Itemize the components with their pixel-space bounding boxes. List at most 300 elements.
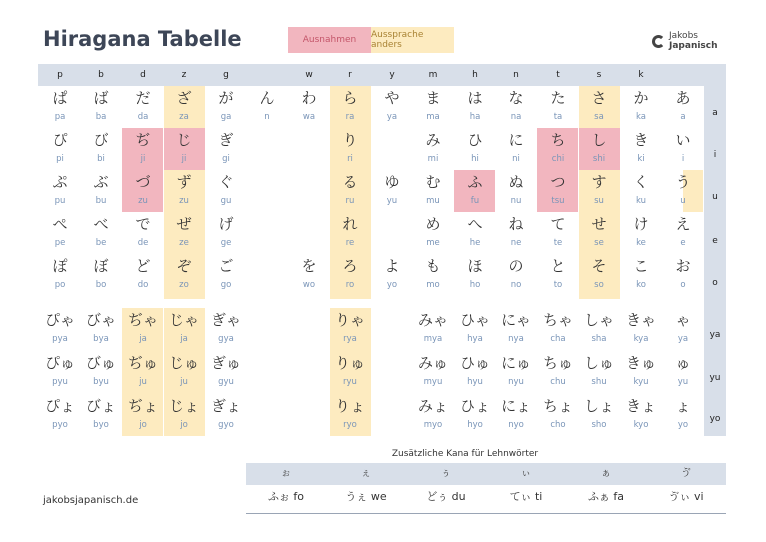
kana-cell	[81, 173, 121, 207]
romaji-label: shi	[592, 154, 606, 164]
romaji-label: ge	[220, 238, 232, 248]
romaji-label: fu	[470, 196, 480, 206]
kana-cell	[164, 311, 204, 345]
kana-glyph: にょ	[501, 397, 531, 415]
kana-glyph: ぐ	[218, 173, 234, 191]
kana-glyph: へ	[467, 215, 483, 233]
kana-glyph: ぽ	[52, 257, 68, 275]
kana-glyph: みゅ	[417, 354, 448, 372]
romaji-label: hyo	[467, 420, 483, 430]
romaji-label: mya	[423, 334, 443, 344]
kana-cell	[123, 257, 163, 291]
romaji-label: ya	[386, 112, 398, 122]
consonant-label	[668, 64, 698, 86]
extra-kana-item: どぅ du	[426, 490, 466, 503]
logo-icon	[652, 35, 665, 48]
kana-cell	[579, 89, 619, 123]
romaji-label: ji	[140, 154, 146, 164]
romaji-label: ji	[181, 154, 187, 164]
kana-cell	[206, 311, 246, 345]
kana-cell	[81, 311, 121, 345]
kana-cell	[81, 131, 121, 165]
kana-cell	[621, 215, 661, 249]
kana-glyph: だ	[135, 89, 151, 107]
extra-kana-column	[326, 463, 406, 509]
extra-small-kana: ぅ	[441, 468, 451, 479]
romaji-label: pu	[54, 196, 66, 206]
kana-glyph: きゅ	[625, 354, 656, 372]
extra-small-kana: ゔ	[681, 468, 691, 479]
kana-glyph: ぴゅ	[44, 354, 75, 372]
kana-glyph: さ	[591, 89, 607, 107]
kana-cell	[413, 397, 453, 431]
romaji-label: su	[594, 196, 604, 206]
kana-glyph: ぢゅ	[127, 354, 158, 372]
romaji-label: ne	[510, 238, 522, 248]
romaji-label: gya	[218, 334, 234, 344]
romaji-label: gu	[220, 196, 232, 206]
kana-glyph: む	[425, 173, 441, 191]
logo-line1: Jakobs	[669, 31, 698, 41]
kana-glyph: りょ	[334, 397, 365, 415]
romaji-label: ja	[180, 334, 188, 344]
extra-kana-title: Zusätzliche Kana für Lehnwörter	[391, 449, 539, 459]
kana-cell	[164, 354, 204, 388]
consonant-label: z	[181, 70, 187, 80]
romaji-label: go	[220, 280, 232, 290]
kana-glyph: づ	[135, 173, 151, 191]
kana-cell	[579, 131, 619, 165]
romaji-label: pa	[54, 112, 66, 122]
romaji-label: nyu	[508, 377, 524, 387]
extra-small-kana: ぁ	[601, 468, 611, 479]
kana-glyph: そ	[591, 257, 607, 275]
romaji-label: ro	[345, 280, 355, 290]
romaji-label: pyu	[52, 377, 68, 387]
kana-glyph: て	[550, 215, 566, 233]
romaji-label: to	[553, 280, 563, 290]
kana-glyph: ん	[259, 89, 275, 107]
romaji-label: ni	[512, 154, 520, 164]
kana-glyph: ゆ	[384, 173, 400, 191]
kana-glyph: にゅ	[501, 354, 531, 372]
kana-cell	[206, 173, 246, 207]
romaji-label: u	[680, 196, 686, 206]
kana-glyph: ゅ	[675, 354, 691, 372]
kana-cell	[40, 311, 80, 345]
romaji-label: de	[137, 238, 149, 248]
romaji-label: gyo	[218, 420, 234, 430]
kana-cell	[579, 311, 619, 345]
romaji-label: zu	[138, 196, 148, 206]
kana-cell	[81, 397, 121, 431]
kana-glyph: ほ	[467, 257, 483, 275]
kana-cell	[455, 257, 495, 291]
kana-glyph: ぷ	[52, 173, 68, 191]
kana-glyph: よ	[384, 257, 400, 275]
romaji-label: rya	[343, 334, 357, 344]
website-link[interactable]: jakobsjapanisch.de	[43, 495, 139, 506]
kana-cell	[206, 257, 246, 291]
kana-cell	[621, 311, 661, 345]
kana-glyph: も	[425, 257, 441, 275]
kana-glyph: じょ	[168, 397, 199, 415]
romaji-label: chu	[550, 377, 566, 387]
kana-cell	[123, 354, 163, 388]
kana-cell	[40, 354, 80, 388]
kana-glyph: みゃ	[417, 311, 448, 329]
kana-glyph: ろ	[342, 257, 358, 275]
romaji-label: n	[264, 112, 270, 122]
kana-glyph: ぴ	[52, 131, 68, 149]
kana-glyph: き	[633, 131, 649, 149]
romaji-label: hi	[471, 154, 479, 164]
kana-glyph: みょ	[417, 397, 448, 415]
kana-glyph: りゅ	[334, 354, 365, 372]
kana-cell	[164, 131, 204, 165]
kana-cell	[579, 397, 619, 431]
kana-glyph: ちゅ	[542, 354, 573, 372]
romaji-label: gyu	[218, 377, 234, 387]
kana-cell	[663, 257, 703, 291]
romaji-label: na	[510, 112, 522, 122]
kana-glyph: ぜ	[176, 215, 192, 233]
kana-glyph: ぞ	[176, 257, 192, 275]
romaji-label: ga	[220, 112, 232, 122]
romaji-label: ju	[180, 377, 188, 387]
kana-cell	[455, 89, 495, 123]
romaji-label: nyo	[508, 420, 524, 430]
legend-pronunciation: Aussprache anders	[371, 27, 454, 53]
kana-cell	[621, 257, 661, 291]
kana-cell	[40, 173, 80, 207]
romaji-label: ka	[636, 112, 646, 122]
kana-glyph: り	[342, 131, 358, 149]
kana-cell	[206, 89, 246, 123]
romaji-label: pe	[54, 238, 66, 248]
kana-cell	[538, 131, 578, 165]
romaji-label: bya	[93, 334, 109, 344]
kana-glyph: ぼ	[93, 257, 109, 275]
vowel-label: yu	[709, 373, 721, 383]
vowel-label: u	[712, 192, 718, 202]
extra-kana-item: ゔぃ vi	[668, 490, 704, 503]
kana-glyph: ちゃ	[542, 311, 573, 329]
romaji-label: wa	[302, 112, 316, 122]
kana-cell	[663, 131, 703, 165]
romaji-label: ri	[347, 154, 353, 164]
kana-cell	[413, 215, 453, 249]
romaji-label: cho	[550, 420, 566, 430]
kana-cell	[413, 354, 453, 388]
consonant-label: t	[556, 70, 560, 80]
kana-cell	[372, 257, 412, 291]
kana-glyph: く	[633, 173, 649, 191]
romaji-label: ho	[469, 280, 481, 290]
consonant-label: y	[389, 70, 395, 80]
vowel-label: o	[712, 278, 718, 288]
kana-cell	[663, 311, 703, 345]
consonant-label: b	[98, 70, 104, 80]
kana-cell	[579, 257, 619, 291]
kana-glyph: あ	[675, 89, 691, 107]
kana-glyph: い	[675, 131, 691, 149]
romaji-label: da	[137, 112, 149, 122]
romaji-label: se	[594, 238, 604, 248]
kana-glyph: つ	[550, 173, 566, 191]
kana-cell	[496, 397, 536, 431]
kana-cell	[663, 173, 703, 207]
vowel-label: e	[712, 236, 718, 246]
romaji-label: so	[594, 280, 604, 290]
kana-cell	[538, 173, 578, 207]
kana-cell	[247, 89, 287, 123]
kana-cell	[496, 257, 536, 291]
kana-cell	[123, 215, 163, 249]
romaji-label: tsu	[551, 196, 565, 206]
kana-glyph: ぢゃ	[127, 311, 158, 329]
kana-glyph: う	[675, 173, 691, 191]
kana-glyph: ふ	[467, 173, 483, 191]
kana-glyph: びょ	[85, 397, 116, 415]
kana-glyph: す	[591, 173, 607, 191]
kana-cell	[206, 397, 246, 431]
romaji-label: jo	[139, 420, 147, 430]
kana-glyph: せ	[591, 215, 607, 233]
kana-cell	[206, 354, 246, 388]
romaji-label: sa	[594, 112, 604, 122]
kana-cell	[538, 215, 578, 249]
page-title: Hiragana Tabelle	[43, 27, 242, 51]
kana-glyph: ちょ	[542, 397, 573, 415]
kana-cell	[206, 131, 246, 165]
kana-cell	[81, 354, 121, 388]
kana-cell	[330, 89, 370, 123]
romaji-label: yo	[386, 280, 398, 290]
kana-cell	[413, 131, 453, 165]
consonant-label: m	[428, 70, 438, 80]
romaji-label: bu	[95, 196, 107, 206]
kana-cell	[164, 257, 204, 291]
kana-cell	[40, 397, 80, 431]
romaji-label: zu	[179, 196, 189, 206]
romaji-label: ma	[426, 112, 440, 122]
romaji-label: byo	[93, 420, 109, 430]
kana-glyph: ぢょ	[127, 397, 158, 415]
romaji-label: myo	[423, 420, 443, 430]
romaji-label: a	[680, 112, 686, 122]
kana-cell	[455, 215, 495, 249]
kana-cell	[164, 215, 204, 249]
kana-cell	[40, 131, 80, 165]
kana-cell	[330, 215, 370, 249]
kana-cell	[579, 173, 619, 207]
kana-glyph: ま	[425, 89, 441, 107]
kana-glyph: わ	[301, 89, 317, 107]
romaji-label: ru	[345, 196, 355, 206]
kana-cell	[455, 311, 495, 345]
kana-glyph: ぢ	[135, 131, 151, 149]
kana-cell	[579, 354, 619, 388]
kana-cell	[40, 257, 80, 291]
kana-cell	[496, 173, 536, 207]
romaji-label: te	[553, 238, 563, 248]
extra-kana-divider	[246, 513, 726, 514]
kana-glyph: る	[342, 173, 358, 191]
kana-glyph: と	[550, 257, 566, 275]
kana-cell	[330, 257, 370, 291]
romaji-label: kyo	[633, 420, 649, 430]
kana-glyph: け	[633, 215, 649, 233]
kana-cell	[289, 89, 329, 123]
kana-glyph: ら	[342, 89, 358, 107]
romaji-label: kya	[633, 334, 649, 344]
kana-cell	[123, 397, 163, 431]
kana-glyph: ち	[550, 131, 566, 149]
romaji-label: be	[95, 238, 107, 248]
romaji-label: ta	[553, 112, 563, 122]
consonant-label: w	[305, 70, 313, 80]
romaji-label: nya	[508, 334, 524, 344]
kana-glyph: め	[425, 215, 441, 233]
kana-cell	[123, 131, 163, 165]
kana-glyph: み	[425, 131, 441, 149]
kana-cell	[206, 215, 246, 249]
kana-cell	[413, 173, 453, 207]
kana-cell	[538, 257, 578, 291]
romaji-label: yo	[677, 420, 689, 430]
kana-glyph: か	[633, 89, 649, 107]
consonant-label: g	[223, 70, 229, 80]
kana-glyph: の	[508, 257, 524, 275]
kana-glyph: ご	[218, 257, 234, 275]
kana-cell	[81, 215, 121, 249]
kana-glyph: りゃ	[334, 311, 365, 329]
romaji-label: ryo	[343, 420, 357, 430]
kana-cell	[413, 89, 453, 123]
romaji-label: nu	[510, 196, 522, 206]
kana-cell	[123, 311, 163, 345]
kana-glyph: に	[508, 131, 524, 149]
kana-glyph: きゃ	[625, 311, 656, 329]
vowel-label: yo	[709, 414, 721, 424]
kana-cell	[496, 311, 536, 345]
consonant-label: h	[472, 70, 478, 80]
kana-glyph: ひょ	[459, 397, 490, 415]
kana-glyph: ぬ	[508, 173, 524, 191]
extra-kana-column	[246, 463, 326, 509]
romaji-label: za	[179, 112, 189, 122]
kana-cell	[621, 131, 661, 165]
kana-glyph: ず	[176, 173, 192, 191]
kana-glyph: しょ	[583, 397, 614, 415]
romaji-label: no	[510, 280, 522, 290]
kana-glyph: え	[675, 215, 691, 233]
kana-glyph: ぶ	[93, 173, 109, 191]
consonant-label: n	[513, 70, 519, 80]
romaji-label: bi	[97, 154, 105, 164]
kana-glyph: お	[675, 257, 691, 275]
kana-cell	[40, 89, 80, 123]
romaji-label: ha	[469, 112, 481, 122]
vowel-side-bar	[704, 86, 726, 436]
kana-cell	[413, 257, 453, 291]
kana-glyph: ょ	[675, 397, 691, 415]
kana-glyph: しゅ	[583, 354, 614, 372]
kana-cell	[663, 215, 703, 249]
kana-glyph: こ	[633, 257, 649, 275]
kana-cell	[330, 173, 370, 207]
kana-glyph: ぎょ	[210, 397, 241, 415]
romaji-label: me	[426, 238, 440, 248]
kana-cell	[330, 131, 370, 165]
romaji-label: po	[54, 280, 66, 290]
kana-glyph: は	[467, 89, 483, 107]
kana-cell	[579, 215, 619, 249]
romaji-label: ko	[636, 280, 646, 290]
kana-glyph: ぴゃ	[44, 311, 75, 329]
romaji-label: cha	[550, 334, 566, 344]
kana-glyph: きょ	[625, 397, 656, 415]
romaji-label: ryu	[343, 377, 357, 387]
extra-kana-column	[566, 463, 646, 509]
romaji-label: bo	[95, 280, 107, 290]
kana-cell	[330, 354, 370, 388]
romaji-label: pya	[52, 334, 68, 344]
romaji-label: ku	[635, 196, 647, 206]
romaji-label: e	[680, 238, 686, 248]
kana-cell	[496, 89, 536, 123]
kana-glyph: が	[218, 89, 234, 107]
kana-cell	[330, 311, 370, 345]
consonant-label: r	[348, 70, 352, 80]
kana-glyph: ぱ	[52, 89, 68, 107]
romaji-label: mu	[426, 196, 440, 206]
romaji-label: o	[680, 280, 686, 290]
romaji-label: jo	[180, 420, 188, 430]
romaji-label: kyu	[633, 377, 649, 387]
kana-glyph: し	[591, 131, 607, 149]
romaji-label: yu	[386, 196, 398, 206]
kana-glyph: ぺ	[52, 215, 68, 233]
kana-cell	[538, 397, 578, 431]
kana-cell	[663, 89, 703, 123]
kana-cell	[455, 131, 495, 165]
romaji-label: byu	[93, 377, 109, 387]
romaji-label: pyo	[52, 420, 68, 430]
kana-cell	[123, 89, 163, 123]
kana-glyph: ぎゅ	[210, 354, 241, 372]
romaji-label: ki	[637, 154, 645, 164]
romaji-label: wo	[302, 280, 316, 290]
kana-glyph: ぴょ	[44, 397, 75, 415]
kana-glyph: な	[508, 89, 524, 107]
kana-cell	[81, 89, 121, 123]
kana-cell	[538, 89, 578, 123]
romaji-label: do	[137, 280, 149, 290]
romaji-label: i	[681, 154, 685, 164]
kana-glyph: じゃ	[168, 311, 199, 329]
romaji-label: ra	[345, 112, 355, 122]
kana-glyph: ひ	[467, 131, 483, 149]
romaji-label: zo	[179, 280, 189, 290]
romaji-label: ja	[139, 334, 147, 344]
kana-glyph: じ	[176, 131, 192, 149]
vowel-label: ya	[709, 330, 721, 340]
consonant-label: k	[638, 70, 644, 80]
kana-glyph: しゃ	[583, 311, 614, 329]
kana-cell	[330, 397, 370, 431]
